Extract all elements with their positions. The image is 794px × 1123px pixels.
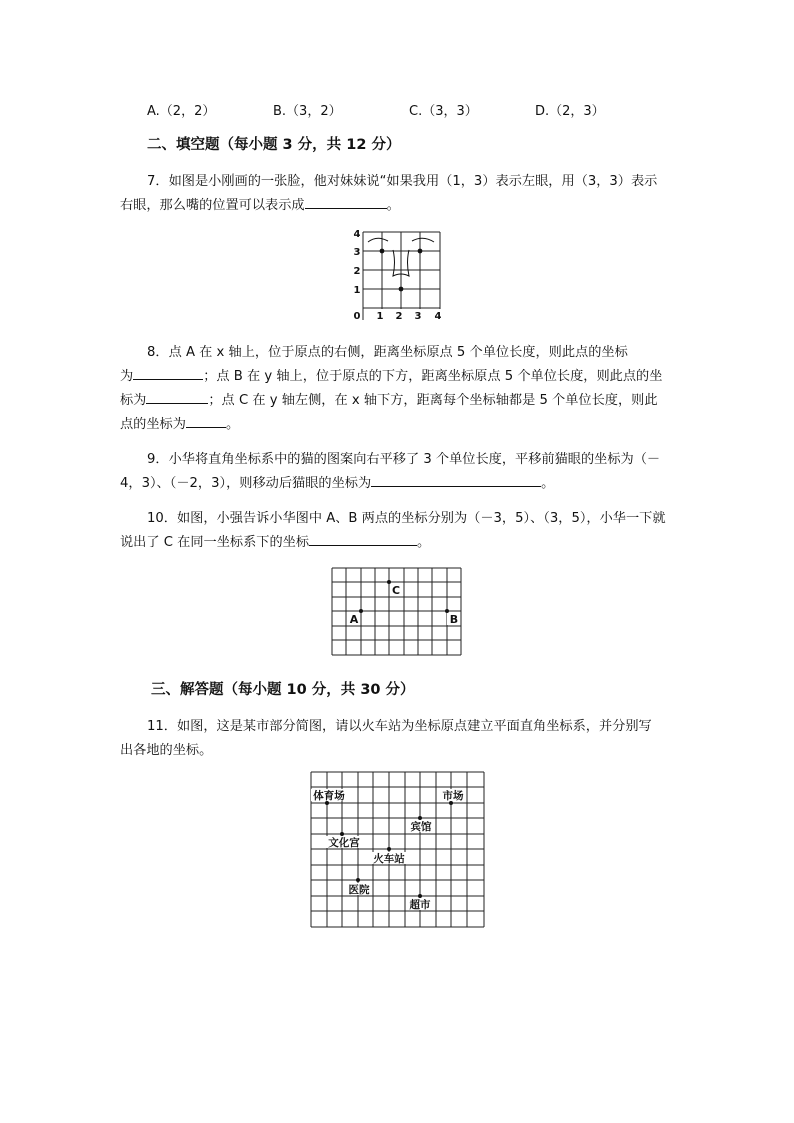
q7-answer-blank[interactable] (305, 196, 387, 209)
q9-line1: 9．小华将直角坐标系中的猫的图案向右平移了 3 个单位长度，平移前猫眼的坐标为（－ (147, 452, 661, 467)
supermarket-label: 超市 (409, 899, 431, 911)
city-map-figure (310, 770, 486, 930)
left-eyebrow (368, 238, 388, 242)
q8-line3 (120, 389, 658, 408)
x-tick-2: 2 (395, 311, 403, 322)
label-b: B (449, 613, 459, 626)
q8-text-f: 。 (225, 417, 240, 432)
q7-line2 (120, 194, 400, 213)
q9-answer-blank[interactable] (371, 474, 541, 487)
q8-text-c: 标为 (120, 393, 147, 408)
x-tick-4: 4 (434, 311, 442, 322)
x-tick-3: 3 (414, 311, 422, 322)
y-tick-2: 2 (353, 266, 361, 277)
q8-text-a: 为 (120, 369, 134, 384)
y-tick-4: 4 (353, 229, 361, 240)
q10-answer-blank[interactable] (309, 533, 417, 546)
stadium-label: 体育场 (313, 790, 345, 802)
q10-line1: 10．如图，小强告诉小华图中 A、B 两点的坐标分别为（－3，5）、（3，5），小华一下就 (147, 511, 666, 526)
section-two-heading: 二、填空题（每小题 3 分，共 12 分） (147, 137, 401, 153)
abc-grid-figure (331, 567, 463, 657)
q8-text-e: 点的坐标为 (120, 417, 186, 432)
q9-line2 (120, 472, 554, 491)
q8-line2 (120, 365, 662, 384)
section-three-heading: 三、解答题（每小题 10 分，共 30 分） (151, 682, 415, 698)
option-c: C.（3，3） (409, 104, 478, 119)
train-station-label: 火车站 (373, 853, 405, 865)
culture-palace-label: 文化宫 (328, 837, 360, 849)
q7-text-b: 。 (386, 198, 400, 213)
q8-text-b: ；点 B 在 y 轴上，位于原点的下方，距离坐标原点 5 个单位长度，则此点的坐 (203, 369, 663, 384)
supermarket-point (418, 894, 422, 898)
label-a: A (349, 613, 359, 626)
q8-answer-blank-b[interactable] (146, 391, 208, 404)
label-c: C (391, 584, 401, 597)
hospital-label: 医院 (348, 884, 370, 896)
q11-line2: 出各地的坐标。 (120, 743, 213, 758)
market-label: 市场 (442, 790, 464, 802)
q7-line1: 7．如图是小刚画的一张脸，他对妹妹说“如果我用（1，3）表示左眼，用（3，3）表示 (147, 174, 658, 189)
q10-line2 (120, 531, 430, 550)
face-grid (363, 232, 440, 320)
option-b: B.（3，2） (273, 104, 342, 119)
q9-text-b: 。 (541, 476, 555, 491)
x-tick-0: 0 (353, 311, 361, 322)
y-tick-1: 1 (353, 285, 361, 296)
point-b (445, 609, 449, 613)
option-d: D.（2，3） (535, 104, 605, 119)
q7-text-a: 右眼，那么嘴的位置可以表示成 (120, 198, 305, 213)
hospital-point (356, 878, 360, 882)
y-tick-3: 3 (353, 247, 361, 258)
x-tick-1: 1 (376, 311, 384, 322)
q8-text-d: ；点 C 在 y 轴左侧，在 x 轴下方，距离每个坐标轴都是 5 个单位长度，则此 (208, 393, 658, 408)
abc-grid (332, 568, 461, 655)
option-a: A.（2，2） (147, 104, 216, 119)
face-grid-figure (352, 228, 444, 322)
hotel-label: 宾馆 (410, 821, 432, 833)
point-a (359, 609, 363, 613)
train-station-point (387, 847, 391, 851)
point-c (387, 580, 391, 584)
q8-answer-blank-c[interactable] (186, 415, 226, 428)
left-eye-point (380, 249, 385, 254)
q8-line1: 8．点 A 在 x 轴上，位于原点的右侧，距离坐标原点 5 个单位长度，则此点的坐标 (147, 345, 628, 360)
q9-text-a: 4，3）、（－2，3），则移动后猫眼的坐标为 (120, 476, 372, 491)
right-eye-point (418, 249, 423, 254)
q10-text-a: 说出了 C 在同一坐标系下的坐标 (120, 535, 310, 550)
q11-line1: 11．如图，这是某市部分简图，请以火车站为坐标原点建立平面直角坐标系，并分别写 (147, 719, 652, 734)
q8-line4 (120, 413, 239, 432)
right-eyebrow (412, 238, 434, 242)
mouth-point (399, 287, 404, 292)
q8-answer-blank-a[interactable] (133, 367, 203, 380)
hotel-point (418, 816, 422, 820)
q10-text-b: 。 (417, 535, 431, 550)
culture-palace-point (340, 832, 344, 836)
